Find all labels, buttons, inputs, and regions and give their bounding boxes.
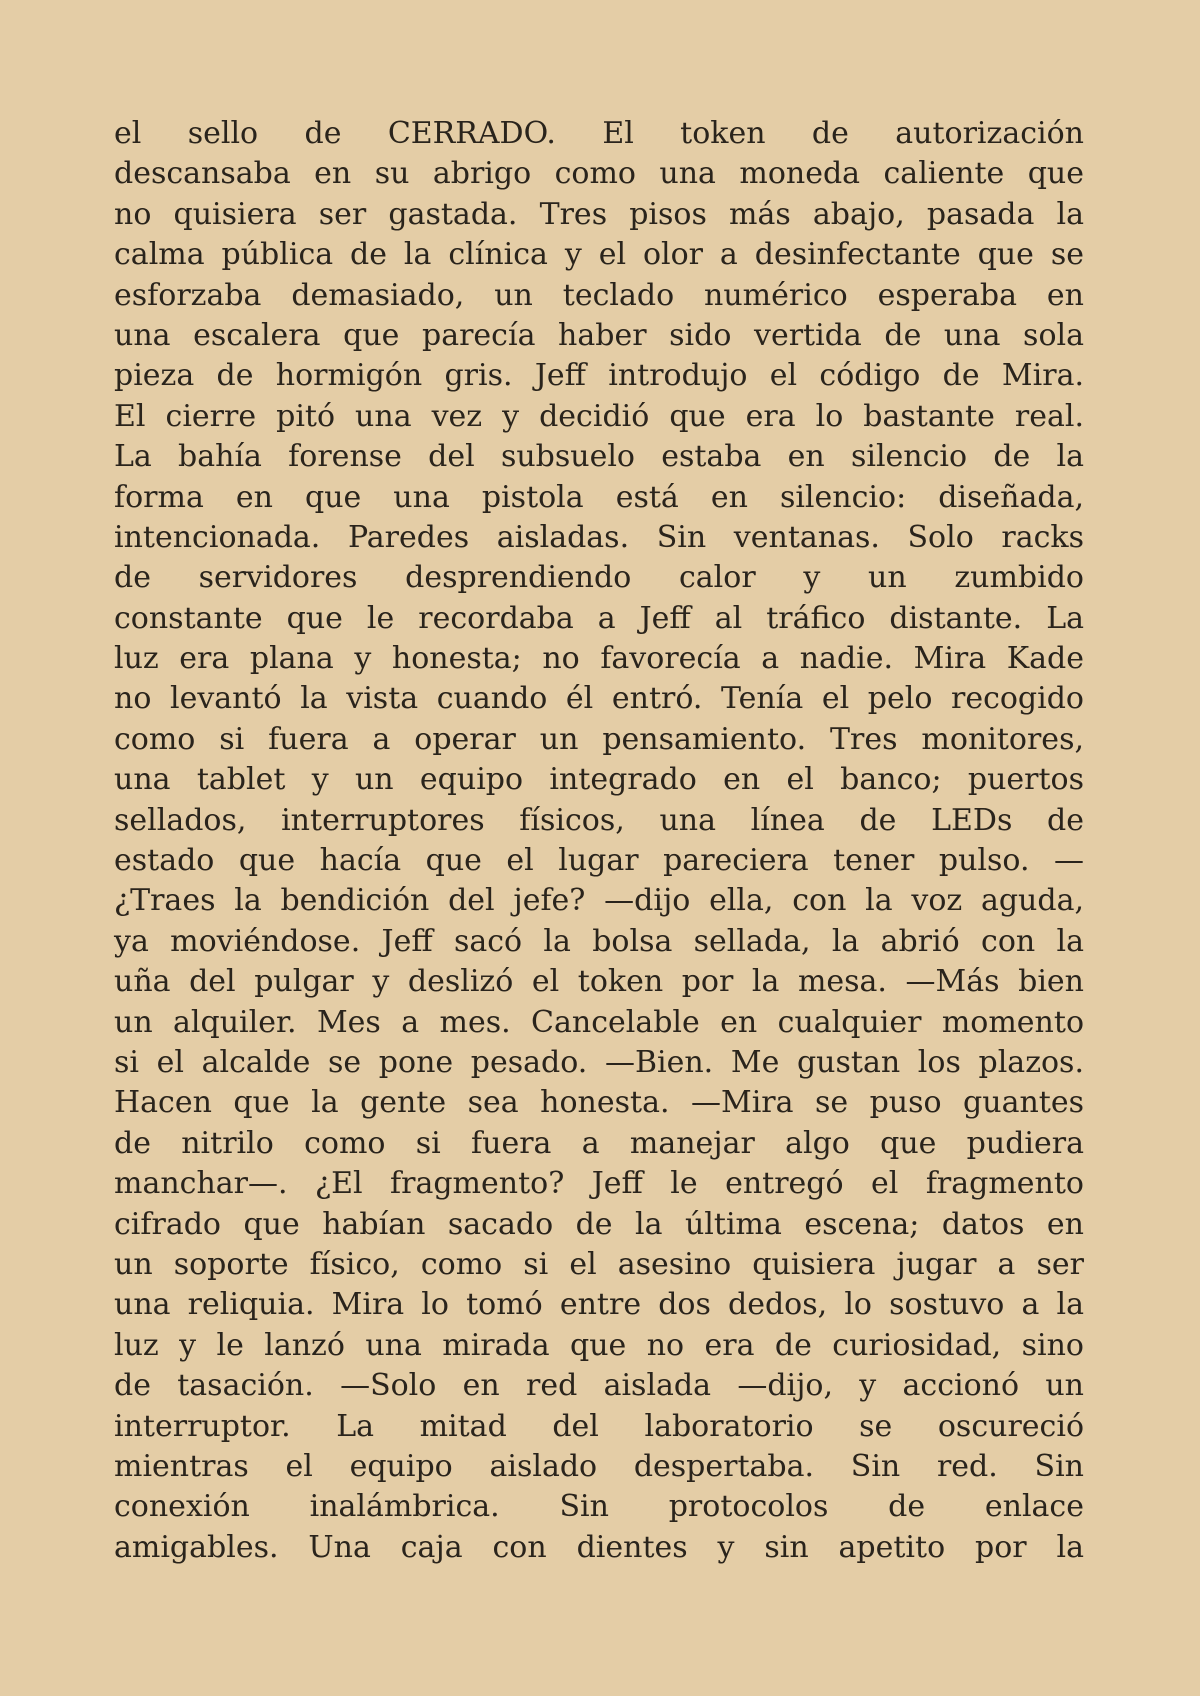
text-line: como si fuera a operar un pensamiento. Tres monitores, xyxy=(114,721,1084,757)
text-line: esforzaba demasiado, un teclado numérico esperaba en xyxy=(114,277,1084,313)
text-line: estado que hacía que el lugar pareciera tener pulso. — xyxy=(114,843,1084,879)
text-line: de nitrilo como si fuera a manejar algo que pudiera xyxy=(114,1125,1084,1161)
page-body xyxy=(114,114,1084,1568)
text-line: descansaba en su abrigo como una moneda caliente que xyxy=(114,156,1084,192)
text-line: una escalera que parecía haber sido vertida de una sola xyxy=(114,317,1084,353)
text-line: sellados, interruptores físicos, una línea de LEDs de xyxy=(114,802,1084,838)
text-line: el sello de CERRADO. El token de autorización xyxy=(114,116,1084,151)
text-line: interruptor. La mitad del laboratorio se oscureció xyxy=(114,1408,1084,1444)
text-line: de tasación. —Solo en red aislada —dijo, y accionó un xyxy=(114,1368,1084,1404)
text-line: amigables. Una caja con dientes y sin apetito por la xyxy=(114,1529,1084,1565)
text-line: un soporte físico, como si el asesino quisiera jugar a ser xyxy=(114,1246,1084,1282)
text-line: El cierre pitó una vez y decidió que era lo bastante real. xyxy=(114,398,1084,434)
text-line: un alquiler. Mes a mes. Cancelable en cualquier momento xyxy=(114,1004,1084,1040)
text-line: constante que le recordaba a Jeff al tráfico distante. La xyxy=(114,600,1084,636)
text-line: cifrado que habían sacado de la última escena; datos en xyxy=(114,1206,1084,1242)
text-line: pieza de hormigón gris. Jeff introdujo el código de Mira. xyxy=(114,358,1084,394)
text-line: ¿Traes la bendición del jefe? —dijo ella, con la voz aguda, xyxy=(114,883,1084,919)
text-line: mientras el equipo aislado despertaba. Sin red. Sin xyxy=(114,1448,1084,1484)
text-line: de servidores desprendiendo calor y un zumbido xyxy=(114,560,1084,596)
text-line: si el alcalde se pone pesado. —Bien. Me gustan los plazos. xyxy=(114,1044,1084,1080)
text-line: intencionada. Paredes aisladas. Sin ventanas. Solo racks xyxy=(114,519,1084,555)
text-line: conexión inalámbrica. Sin protocolos de enlace xyxy=(114,1489,1084,1525)
text-line: uña del pulgar y deslizó el token por la mesa. —Más bien xyxy=(114,964,1084,1000)
text-line: luz y le lanzó una mirada que no era de curiosidad, sino xyxy=(114,1327,1084,1363)
text-line: calma pública de la clínica y el olor a desinfectante que se xyxy=(114,237,1084,273)
text-line: no levantó la vista cuando él entró. Tenía el pelo recogido xyxy=(114,681,1084,717)
text-line: no quisiera ser gastada. Tres pisos más abajo, pasada la xyxy=(114,196,1084,232)
text-line: luz era plana y honesta; no favorecía a nadie. Mira Kade xyxy=(114,641,1084,677)
text-line: una tablet y un equipo integrado en el banco; puertos xyxy=(114,762,1084,798)
text-line: una reliquia. Mira lo tomó entre dos dedos, lo sostuvo a la xyxy=(114,1287,1084,1323)
text-line: manchar—. ¿El fragmento? Jeff le entregó el fragmento xyxy=(114,1166,1084,1202)
text-line: Hacen que la gente sea honesta. —Mira se puso guantes xyxy=(114,1085,1084,1121)
text-line: ya moviéndose. Jeff sacó la bolsa sellada, la abrió con la xyxy=(114,923,1084,959)
text-line: La bahía forense del subsuelo estaba en silencio de la xyxy=(114,439,1084,475)
text-line: forma en que una pistola está en silencio: diseñada, xyxy=(114,479,1084,515)
